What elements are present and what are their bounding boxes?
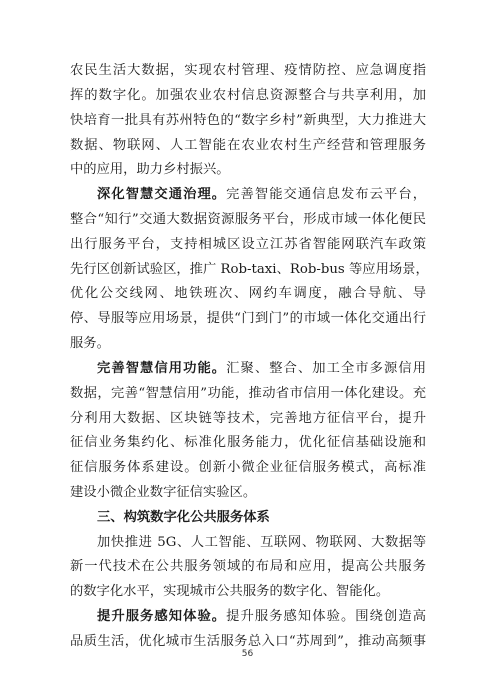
paragraph-3-line-5: 征信服务体系建设。创新小微企业征信服务模式，高标准 [70,460,426,475]
paragraph-3-line-2: 数据，完善“智慧信用”功能，推动省市信用一体化建设。充 [70,386,426,401]
paragraph-1-line-2: 挥的数字化。加强农业农村信息资源整合与共享利用，加 [70,88,426,103]
paragraph-2-line-2: 整合“知行”交通大数据资源服务平台，形成市域一体化便民 [70,212,426,227]
paragraph-5-title: 提升服务感知体验。 [97,609,227,624]
paragraph-4-line-1: 加快推进 5G、人工智能、互联网、物联网、大数据等 [97,535,426,550]
paragraph-2-line-6: 停、导服等应用场景，提供“门到门”的市域一体化交通出行 [70,311,426,326]
paragraph-1-line-5: 中的应用，助力乡村振兴。 [70,162,230,177]
paragraph-4-line-3: 的数字化水平，实现城市公共服务的数字化、智能化。 [70,584,390,599]
paragraph-3-title: 完善智慧信用功能。 [97,361,227,376]
paragraph-2-title: 深化智慧交通治理。 [97,187,227,202]
paragraph-3-line-6: 建设小微企业数字征信实验区。 [70,485,257,500]
paragraph-2-line-3: 出行服务平台，支持相城区设立江苏省智能网联汽车政策 [70,237,426,252]
paragraph-1-line-3: 快培育一批具有苏州特色的“数字乡村”新典型，大力推进大 [70,113,426,128]
paragraph-3-line-4: 征信业务集约化、标准化服务能力，优化征信基础设施和 [70,435,426,450]
page-number: 56 [241,649,254,659]
paragraph-2-line-7: 服务。 [70,336,110,351]
paragraph-2-line-5: 优化公交线网、地铁班次、网约车调度，融合导航、导 [70,286,426,301]
paragraph-3-line-1-rest: 汇聚、整合、加工全市多源信用 [226,361,427,376]
paragraph-2-line-1-rest: 完善智能交通信息发布云平台， [226,187,427,202]
paragraph-5-line-2: 品质生活，优化城市生活服务总入口“苏周到”，推动高频事 [70,634,426,649]
paragraph-3-line-3: 分利用大数据、区块链等技术，完善地方征信平台，提升 [70,411,426,426]
paragraph-4-line-2: 新一代技术在公共服务领域的布局和应用，提高公共服务 [70,559,426,574]
paragraph-2-line-1 [97,186,426,204]
paragraph-1-line-4: 数据、物联网、人工智能在农业农村生产经营和管理服务 [70,138,426,153]
paragraph-1-line-1: 农民生活大数据，实现农村管理、疫情防控、应急调度指 [70,63,426,78]
paragraph-5-line-1 [97,608,426,626]
paragraph-3-line-1 [97,360,426,378]
section-heading: 三、构筑数字化公共服务体系 [97,510,270,525]
paragraph-5-line-1-rest: 提升服务感知体验。围绕创造高 [226,609,427,624]
paragraph-2-line-4: 先行区创新试验区，推广 Rob-taxi、Rob-bus 等应用场景， [70,262,429,277]
